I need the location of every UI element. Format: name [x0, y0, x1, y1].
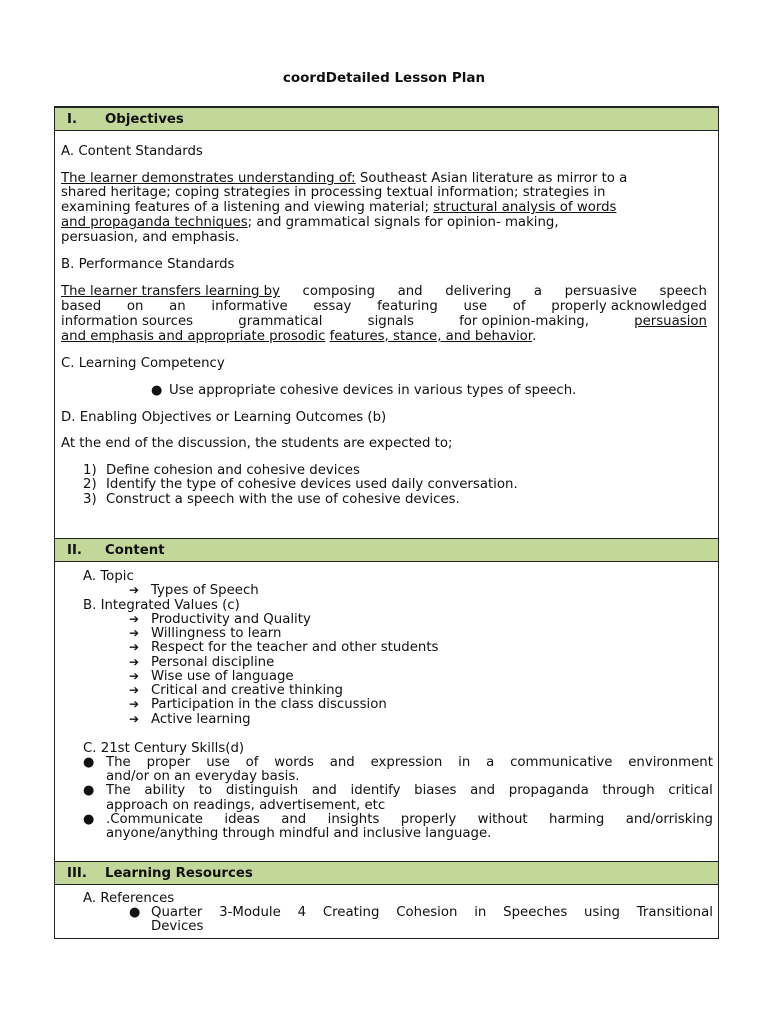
objective-item: Identify the type of cohesive devices used daily conversation. [106, 477, 518, 492]
reference-line: Devices [151, 919, 204, 934]
skill-line: The ability to distinguish and identify biases and propaganda through critical [106, 783, 713, 798]
competency-item: Use appropriate cohesive devices in various types of speech. [169, 383, 577, 398]
objective-number: 1) [83, 463, 97, 478]
integrated-values-heading: B. Integrated Values (c) [83, 598, 240, 613]
section-number: I. [67, 112, 77, 127]
performance-standards-line: The learner transfers learning by composing and delivering a persuasive speech [61, 284, 707, 299]
right-arrow-icon: ➔ [129, 655, 140, 669]
bullet-icon: ● [83, 783, 95, 798]
bullet-icon: ● [151, 383, 163, 398]
section-objectives-header [55, 107, 718, 131]
performance-standards-line: and emphasis and appropriate prosodic features, stance, and behavior. [61, 329, 537, 344]
value-item: Wise use of language [151, 669, 294, 684]
objective-number: 2) [83, 477, 97, 492]
right-arrow-icon: ➔ [129, 640, 140, 654]
century-skills-heading: C. 21st Century Skills(d) [83, 741, 245, 756]
page-title: coordDetailed Lesson Plan [282, 70, 486, 86]
enabling-objectives-intro: At the end of the discussion, the students are expected to; [61, 436, 453, 451]
skill-line: approach on readings, advertisement, etc [106, 798, 386, 813]
content-standards-line: and propaganda techniques; and grammatical signals for opinion- making, [61, 215, 559, 230]
section-content-header [55, 538, 718, 562]
performance-standards-line: based on an informative essay featuring use of properly acknowledged [61, 299, 707, 314]
section-number: III. [67, 866, 87, 881]
right-arrow-icon: ➔ [129, 612, 140, 626]
reference-line: Quarter 3-Module 4 Creating Cohesion in Speeches using Transitional [151, 905, 713, 920]
value-item: Participation in the class discussion [151, 697, 387, 712]
content-standards-line: persuasion, and emphasis. [61, 230, 240, 245]
learning-competency-heading: C. Learning Competency [61, 356, 225, 371]
value-item: Respect for the teacher and other students [151, 640, 439, 655]
skill-line: .Communicate ideas and insights properly without harming and/orrisking [106, 812, 713, 827]
content-standards-line: examining features of a listening and viewing material; structural analysis of words [61, 200, 617, 215]
section-label: Learning Resources [105, 866, 253, 881]
skill-line: The proper use of words and expression in a communicative environment [106, 755, 713, 770]
value-item: Willingness to learn [151, 626, 282, 641]
value-item: Productivity and Quality [151, 612, 311, 627]
objective-item: Define cohesion and cohesive devices [106, 463, 360, 478]
section-label: Objectives [105, 112, 184, 127]
right-arrow-icon: ➔ [129, 683, 140, 697]
bullet-icon: ● [83, 755, 95, 770]
right-arrow-icon: ➔ [129, 712, 140, 726]
content-standards-line: shared heritage; coping strategies in processing textual information; strategies in [61, 185, 606, 200]
objective-number: 3) [83, 492, 97, 507]
bullet-icon: ● [83, 812, 95, 827]
right-arrow-icon: ➔ [129, 669, 140, 683]
section-number: II. [67, 543, 82, 558]
performance-standards-line: information sources grammatical signals for opinion-making, persuasion [61, 314, 707, 329]
skill-line: anyone/anything through mindful and inclusive language. [106, 826, 492, 841]
bullet-icon: ● [129, 905, 141, 920]
value-item: Active learning [151, 712, 251, 727]
right-arrow-icon: ➔ [129, 697, 140, 711]
content-standards-heading: A. Content Standards [61, 144, 203, 159]
right-arrow-icon: ➔ [129, 583, 140, 597]
skill-line: and/or on an everyday basis. [106, 769, 300, 784]
content-standards-line: The learner demonstrates understanding of: Southeast Asian literature as mirror to a [61, 171, 628, 186]
right-arrow-icon: ➔ [129, 626, 140, 640]
enabling-objectives-heading: D. Enabling Objectives or Learning Outcomes (b) [61, 410, 387, 425]
value-item: Personal discipline [151, 655, 275, 670]
references-heading: A. References [83, 891, 175, 906]
topic-heading: A. Topic [83, 569, 134, 584]
section-label: Content [105, 543, 165, 558]
section-resources-header [55, 861, 718, 885]
lesson-plan-table [54, 106, 719, 939]
topic-item: Types of Speech [151, 583, 259, 598]
performance-standards-heading: B. Performance Standards [61, 257, 235, 272]
objective-item: Construct a speech with the use of cohesive devices. [106, 492, 460, 507]
value-item: Critical and creative thinking [151, 683, 343, 698]
